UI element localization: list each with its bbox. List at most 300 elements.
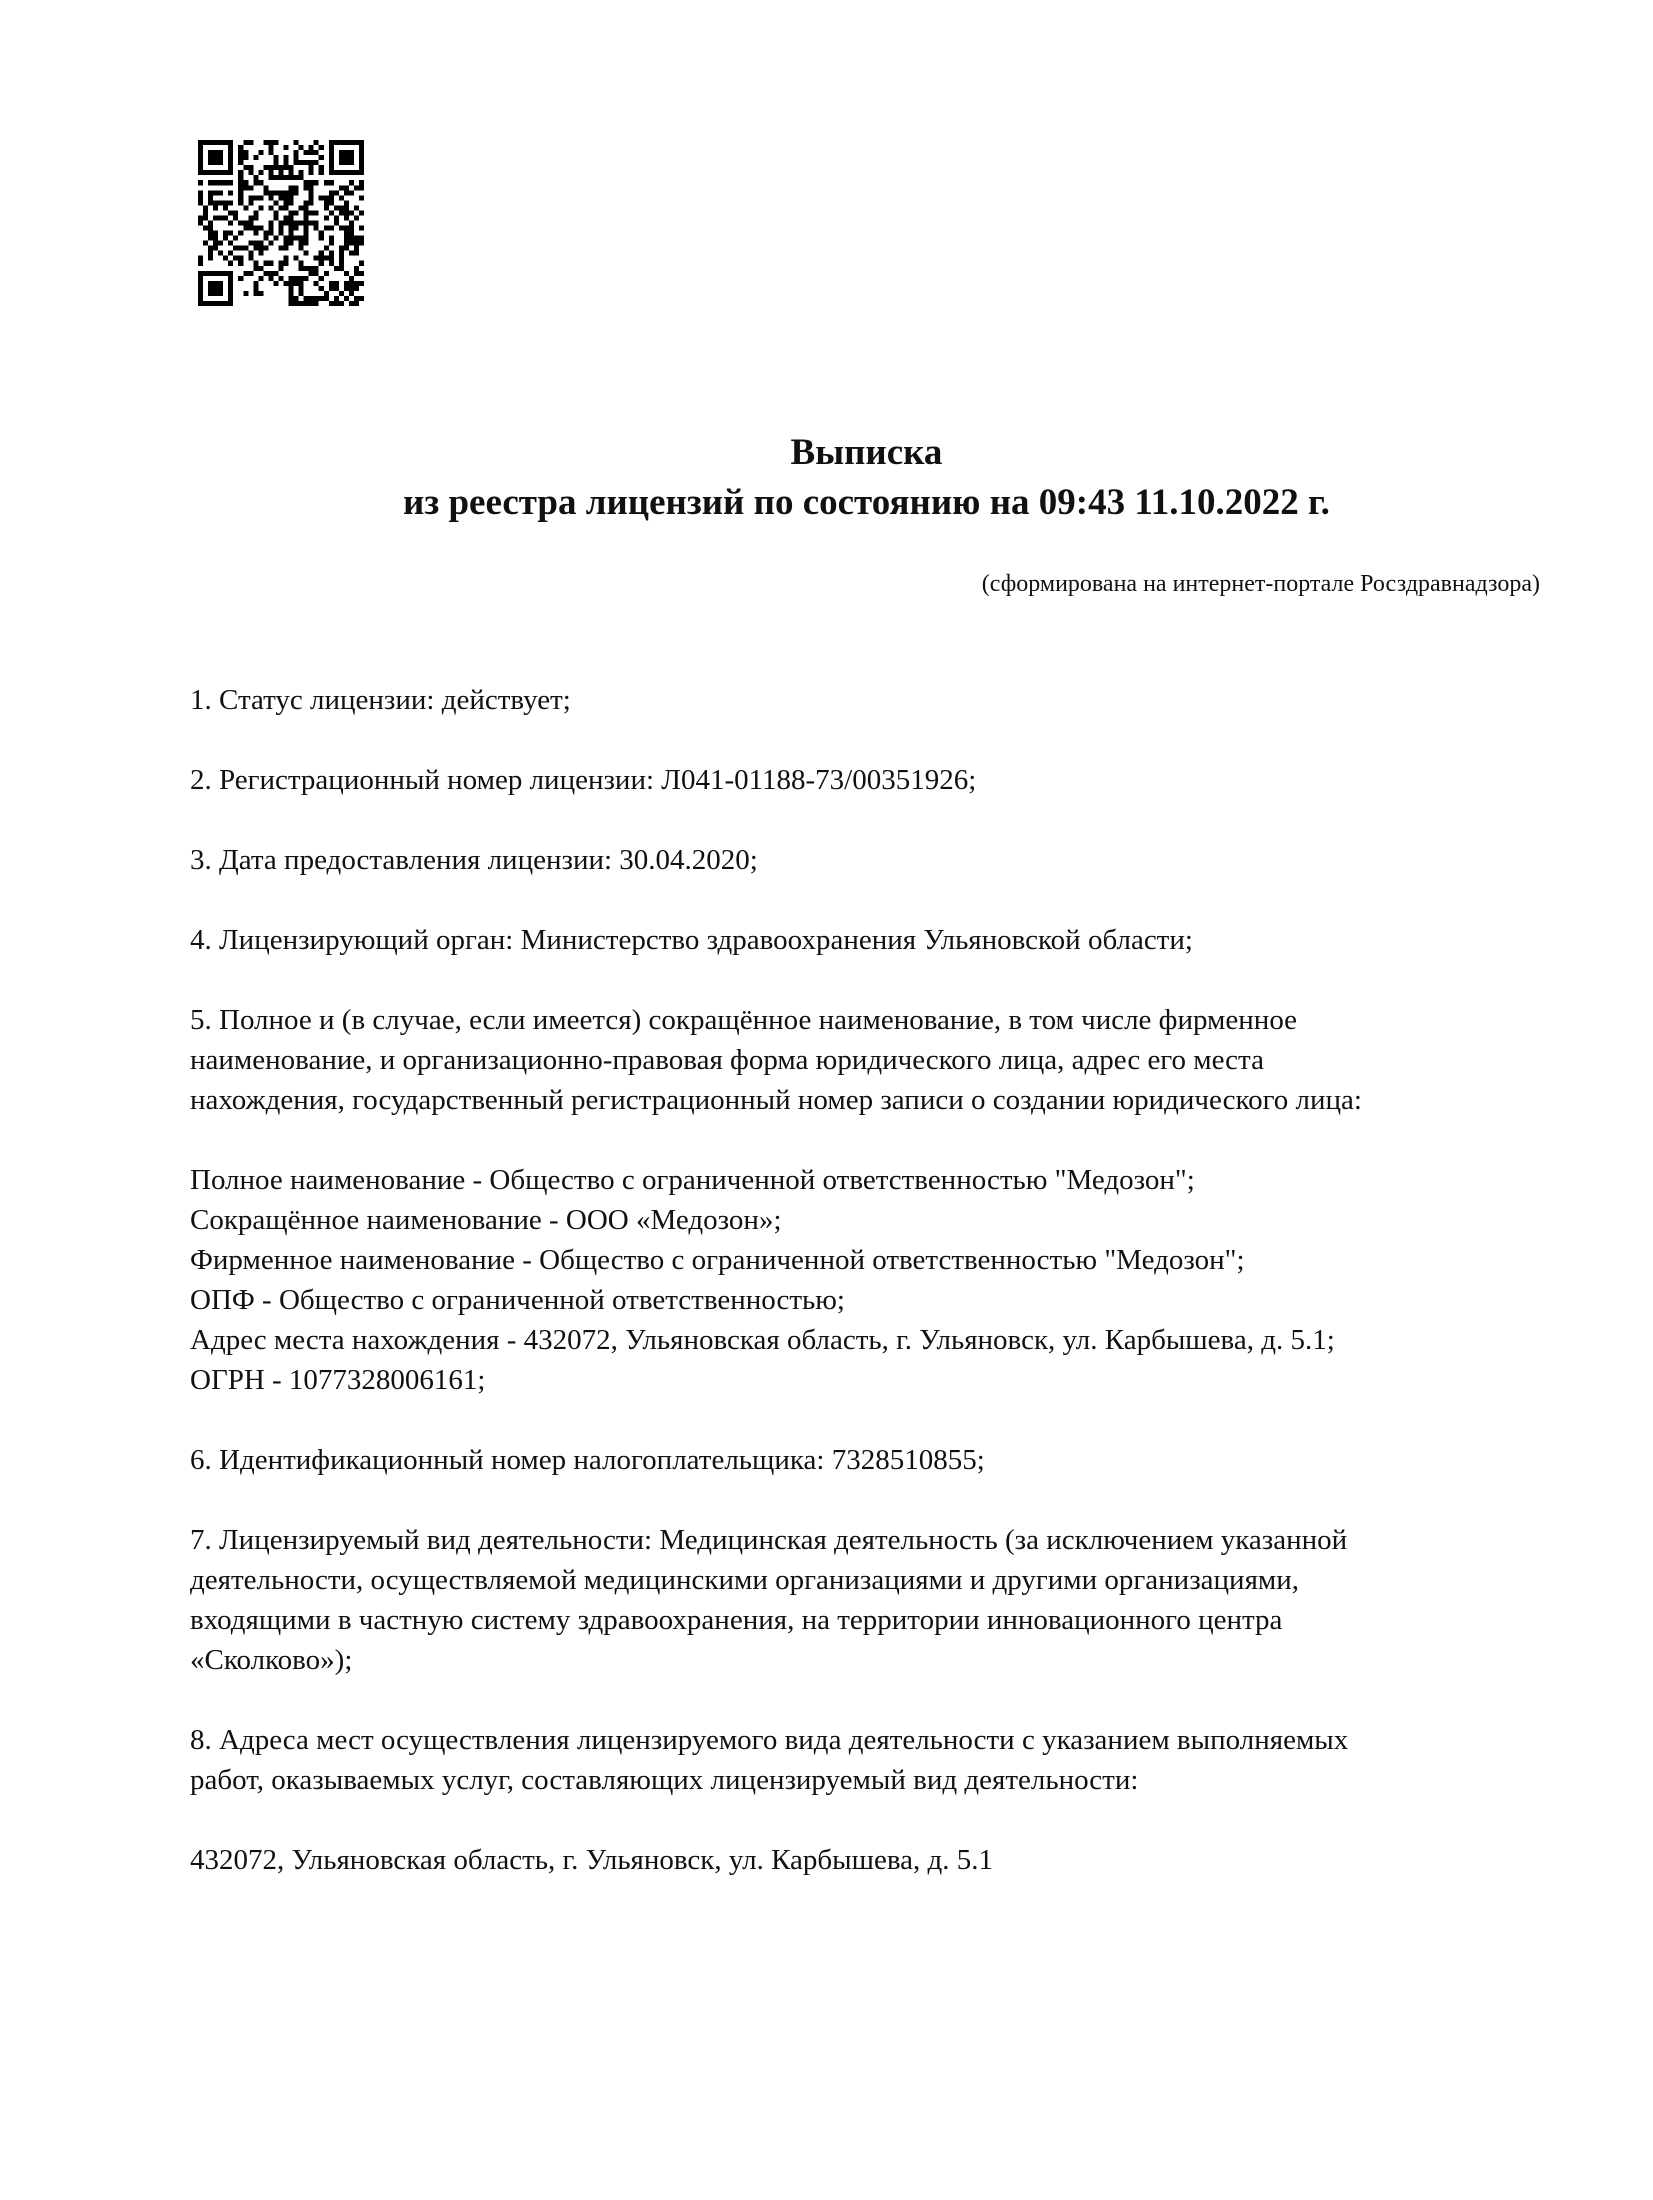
qr-module <box>268 145 273 150</box>
qr-module <box>198 200 203 205</box>
entity-brand-name: Фирменное наименование - Общество с ограниченной ответственностью "Медозон"; <box>190 1244 1245 1276</box>
item-entity-intro-line: 5. Полное и (в случае, если имеется) сокращённое наименование, в том числе фирменное <box>190 1004 1298 1036</box>
qr-module <box>284 241 289 246</box>
qr-module <box>263 236 268 241</box>
qr-module <box>349 155 354 160</box>
qr-module <box>359 180 364 185</box>
qr-module <box>273 236 278 241</box>
qr-module <box>344 286 349 291</box>
qr-module <box>228 150 233 155</box>
qr-module <box>213 140 218 145</box>
qr-module <box>258 246 263 251</box>
qr-module <box>354 296 359 301</box>
qr-module <box>228 200 233 205</box>
qr-module <box>238 150 243 155</box>
qr-module <box>304 226 309 231</box>
qr-module <box>349 286 354 291</box>
qr-module <box>309 145 314 150</box>
qr-module <box>329 281 334 286</box>
qr-module <box>213 286 218 291</box>
qr-module <box>334 170 339 175</box>
qr-module <box>314 150 319 155</box>
qr-module <box>294 226 299 231</box>
qr-module <box>299 301 304 306</box>
qr-module <box>349 301 354 306</box>
qr-module <box>334 281 339 286</box>
qr-module <box>309 301 314 306</box>
qr-module <box>304 180 309 185</box>
qr-module <box>208 226 213 231</box>
item-addresses-intro-line: 8. Адреса мест осуществления лицензируемого вида деятельности с указанием выполняемых <box>190 1724 1349 1756</box>
qr-module <box>344 271 349 276</box>
qr-module <box>344 150 349 155</box>
qr-module <box>304 220 309 225</box>
qr-module <box>258 205 263 210</box>
qr-module <box>304 231 309 236</box>
qr-module <box>258 291 263 296</box>
qr-module <box>278 165 283 170</box>
qr-module <box>344 281 349 286</box>
qr-module <box>294 236 299 241</box>
qr-module <box>233 236 238 241</box>
qr-module <box>228 160 233 165</box>
item-addresses-intro-line: работ, оказываемых услуг, составляющих лицензируемый вид деятельности: <box>190 1764 1139 1796</box>
qr-module <box>228 155 233 160</box>
qr-module <box>359 296 364 301</box>
qr-module <box>309 266 314 271</box>
qr-module <box>354 215 359 220</box>
qr-module <box>238 155 243 160</box>
qr-module <box>344 205 349 210</box>
qr-module <box>213 150 218 155</box>
entity-full-name: Полное наименование - Общество с ограниченной ответственностью "Медозон"; <box>190 1164 1195 1196</box>
qr-module <box>324 180 329 185</box>
qr-module <box>253 231 258 236</box>
qr-module <box>213 241 218 246</box>
qr-module <box>319 231 324 236</box>
qr-module <box>289 175 294 180</box>
qr-module <box>309 185 314 190</box>
qr-module <box>344 160 349 165</box>
qr-module <box>238 185 243 190</box>
qr-module <box>344 241 349 246</box>
qr-module <box>243 271 248 276</box>
qr-module <box>198 271 203 276</box>
qr-module <box>329 286 334 291</box>
qr-module <box>253 175 258 180</box>
qr-module <box>339 210 344 215</box>
qr-module <box>284 215 289 220</box>
entity-ogrn: ОГРН - 1077328006161; <box>190 1364 486 1396</box>
qr-module <box>268 226 273 231</box>
qr-module <box>329 200 334 205</box>
qr-module <box>243 205 248 210</box>
qr-module <box>228 261 233 266</box>
qr-module <box>263 165 268 170</box>
qr-module <box>349 190 354 195</box>
qr-module <box>359 271 364 276</box>
qr-module <box>238 145 243 150</box>
qr-module <box>268 150 273 155</box>
qr-module <box>208 236 213 241</box>
qr-module <box>213 291 218 296</box>
qr-module <box>243 291 248 296</box>
qr-module <box>294 301 299 306</box>
qr-module <box>213 271 218 276</box>
qr-module <box>228 180 233 185</box>
qr-module <box>243 246 248 251</box>
qr-module <box>334 215 339 220</box>
item-authority: 4. Лицензирующий орган: Министерство здравоохранения Ульяновской области; <box>190 924 1193 956</box>
qr-module <box>349 210 354 215</box>
qr-module <box>198 220 203 225</box>
qr-module <box>319 261 324 266</box>
qr-module <box>253 155 258 160</box>
qr-module <box>334 296 339 301</box>
qr-module <box>329 195 334 200</box>
qr-module <box>339 266 344 271</box>
qr-module <box>339 150 344 155</box>
qr-module <box>359 261 364 266</box>
qr-module <box>258 251 263 256</box>
qr-module <box>289 200 294 205</box>
qr-module <box>248 226 253 231</box>
qr-module <box>248 256 253 261</box>
qr-module <box>213 215 218 220</box>
qr-module <box>278 226 283 231</box>
qr-module <box>289 231 294 236</box>
qr-module <box>203 301 208 306</box>
qr-module <box>248 140 253 145</box>
qr-module <box>299 241 304 246</box>
qr-module <box>238 256 243 261</box>
qr-module <box>228 296 233 301</box>
qr-module <box>218 301 223 306</box>
qr-module <box>289 185 294 190</box>
qr-module <box>268 165 273 170</box>
qr-module <box>284 175 289 180</box>
qr-module <box>263 246 268 251</box>
qr-module <box>198 291 203 296</box>
qr-module <box>344 215 349 220</box>
qr-module <box>309 190 314 195</box>
qr-module <box>324 256 329 261</box>
document-body <box>190 680 1520 1880</box>
qr-module <box>344 296 349 301</box>
qr-module <box>329 256 334 261</box>
qr-module <box>278 261 283 266</box>
qr-module <box>218 215 223 220</box>
qr-module <box>218 291 223 296</box>
qr-module <box>319 195 324 200</box>
qr-module <box>304 210 309 215</box>
item-activity-line: деятельности, осуществляемой медицинскими организациями и другими организациями, <box>190 1564 1300 1596</box>
qr-module <box>309 220 314 225</box>
qr-module <box>299 291 304 296</box>
qr-module <box>248 170 253 175</box>
qr-module <box>299 281 304 286</box>
qr-module <box>359 170 364 175</box>
qr-module <box>218 190 223 195</box>
qr-module <box>319 296 324 301</box>
qr-module <box>324 291 329 296</box>
qr-module <box>324 296 329 301</box>
qr-module <box>359 210 364 215</box>
qr-module <box>344 185 349 190</box>
qr-module <box>289 241 294 246</box>
qr-module <box>238 190 243 195</box>
qr-module <box>324 271 329 276</box>
qr-module <box>289 190 294 195</box>
qr-module <box>304 236 309 241</box>
qr-module <box>273 175 278 180</box>
qr-module <box>359 160 364 165</box>
qr-module <box>349 236 354 241</box>
qr-module <box>198 296 203 301</box>
qr-module <box>359 165 364 170</box>
qr-module <box>359 145 364 150</box>
qr-module <box>268 140 273 145</box>
qr-module <box>309 271 314 276</box>
qr-module <box>314 180 319 185</box>
qr-module <box>213 236 218 241</box>
qr-module <box>339 205 344 210</box>
qr-module <box>339 140 344 145</box>
qr-module <box>349 276 354 281</box>
qr-module <box>319 236 324 241</box>
qr-module <box>273 165 278 170</box>
qr-module <box>223 180 228 185</box>
qr-module <box>233 246 238 251</box>
qr-module <box>359 185 364 190</box>
qr-module <box>253 195 258 200</box>
qr-module <box>289 215 294 220</box>
qr-module <box>263 271 268 276</box>
qr-module <box>198 190 203 195</box>
qr-module <box>228 291 233 296</box>
qr-module <box>213 231 218 236</box>
qr-module <box>339 246 344 251</box>
qr-module <box>228 231 233 236</box>
qr-module <box>203 241 208 246</box>
qr-module <box>248 185 253 190</box>
qr-module <box>223 271 228 276</box>
qr-module <box>334 266 339 271</box>
qr-module <box>339 160 344 165</box>
qr-module <box>339 301 344 306</box>
qr-module <box>294 220 299 225</box>
qr-module <box>329 160 334 165</box>
qr-module <box>273 160 278 165</box>
qr-module <box>289 195 294 200</box>
qr-module <box>329 155 334 160</box>
qr-module <box>284 145 289 150</box>
qr-module <box>294 190 299 195</box>
activity-address: 432072, Ульяновская область, г. Ульяновск, ул. Карбышева, д. 5.1 <box>190 1844 994 1876</box>
qr-module <box>198 286 203 291</box>
qr-module <box>258 276 263 281</box>
qr-module <box>354 185 359 190</box>
qr-module <box>294 155 299 160</box>
qr-module <box>278 220 283 225</box>
qr-module <box>314 281 319 286</box>
qr-module <box>339 226 344 231</box>
qr-module <box>324 215 329 220</box>
qr-module <box>228 281 233 286</box>
qr-module <box>263 140 268 145</box>
qr-module <box>213 155 218 160</box>
qr-module <box>203 271 208 276</box>
qr-module <box>228 241 233 246</box>
qr-module <box>198 195 203 200</box>
qr-module <box>273 281 278 286</box>
qr-module <box>253 215 258 220</box>
qr-module <box>198 160 203 165</box>
qr-module <box>213 200 218 205</box>
qr-module <box>243 140 248 145</box>
qr-module <box>334 190 339 195</box>
qr-module <box>208 180 213 185</box>
qr-module <box>284 155 289 160</box>
qr-module <box>223 215 228 220</box>
qr-module <box>243 226 248 231</box>
qr-module <box>344 236 349 241</box>
qr-module <box>284 165 289 170</box>
qr-module <box>213 180 218 185</box>
qr-module <box>278 190 283 195</box>
qr-module <box>228 301 233 306</box>
qr-module <box>248 200 253 205</box>
qr-module <box>284 236 289 241</box>
qr-module <box>268 170 273 175</box>
qr-module <box>253 226 258 231</box>
qr-module <box>309 170 314 175</box>
qr-module <box>208 155 213 160</box>
qr-module <box>299 220 304 225</box>
qr-module <box>329 180 334 185</box>
qr-module <box>248 195 253 200</box>
qr-module <box>213 160 218 165</box>
qr-module <box>329 236 334 241</box>
item-reg-number: 2. Регистрационный номер лицензии: Л041-01188-73/00351926; <box>190 764 977 796</box>
qr-module <box>278 195 283 200</box>
qr-module <box>284 205 289 210</box>
qr-module <box>359 226 364 231</box>
qr-module <box>218 271 223 276</box>
qr-module <box>248 241 253 246</box>
qr-module <box>273 155 278 160</box>
qr-module <box>309 180 314 185</box>
qr-module <box>289 220 294 225</box>
qr-module <box>284 195 289 200</box>
qr-module <box>304 241 309 246</box>
qr-module <box>304 301 309 306</box>
qr-module <box>344 190 349 195</box>
qr-module <box>284 281 289 286</box>
entity-short-name: Сокращённое наименование - ООО «Медозон»; <box>190 1204 782 1236</box>
qr-module <box>268 276 273 281</box>
qr-module <box>329 251 334 256</box>
qr-module <box>253 286 258 291</box>
qr-module <box>329 170 334 175</box>
qr-module <box>203 170 208 175</box>
qr-module <box>329 261 334 266</box>
qr-module <box>349 231 354 236</box>
qr-module <box>299 266 304 271</box>
qr-module <box>253 291 258 296</box>
qr-module <box>349 180 354 185</box>
qr-module <box>334 301 339 306</box>
qr-module <box>213 205 218 210</box>
qr-module <box>294 185 299 190</box>
qr-module <box>208 150 213 155</box>
qr-module <box>208 256 213 261</box>
qr-module <box>314 140 319 145</box>
item-status: 1. Статус лицензии: действует; <box>190 684 571 716</box>
qr-module <box>284 261 289 266</box>
qr-module <box>344 246 349 251</box>
qr-module <box>319 286 324 291</box>
qr-module <box>218 150 223 155</box>
qr-module <box>268 231 273 236</box>
qr-module <box>344 140 349 145</box>
qr-module <box>248 165 253 170</box>
qr-module <box>329 301 334 306</box>
qr-module <box>258 170 263 175</box>
qr-module <box>304 251 309 256</box>
qr-module <box>273 140 278 145</box>
qr-module <box>198 215 203 220</box>
qr-module <box>289 236 294 241</box>
qr-module <box>304 200 309 205</box>
qr-module <box>218 251 223 256</box>
qr-module <box>228 170 233 175</box>
qr-module <box>253 261 258 266</box>
qr-module <box>198 180 203 185</box>
qr-module <box>233 215 238 220</box>
qr-module <box>304 185 309 190</box>
qr-module <box>228 276 233 281</box>
qr-module <box>248 251 253 256</box>
item-entity-intro-line: наименование, и организационно-правовая форма юридического лица, адрес его места <box>190 1044 1264 1076</box>
qr-module <box>314 210 319 215</box>
qr-module <box>334 220 339 225</box>
qr-module <box>263 231 268 236</box>
qr-module <box>243 220 248 225</box>
qr-module <box>208 291 213 296</box>
qr-module <box>354 271 359 276</box>
qr-module <box>294 150 299 155</box>
qr-module <box>238 231 243 236</box>
qr-module <box>223 301 228 306</box>
qr-module <box>324 205 329 210</box>
qr-module <box>218 160 223 165</box>
qr-module <box>349 281 354 286</box>
qr-module <box>203 205 208 210</box>
qr-module <box>218 155 223 160</box>
qr-module <box>349 251 354 256</box>
qr-module <box>243 180 248 185</box>
qr-module <box>268 175 273 180</box>
qr-module <box>304 150 309 155</box>
qr-module <box>268 190 273 195</box>
qr-module <box>344 170 349 175</box>
qr-module <box>334 286 339 291</box>
qr-module <box>324 246 329 251</box>
qr-module <box>228 140 233 145</box>
item-activity-line: «Сколково»); <box>190 1644 353 1676</box>
qr-module <box>339 170 344 175</box>
